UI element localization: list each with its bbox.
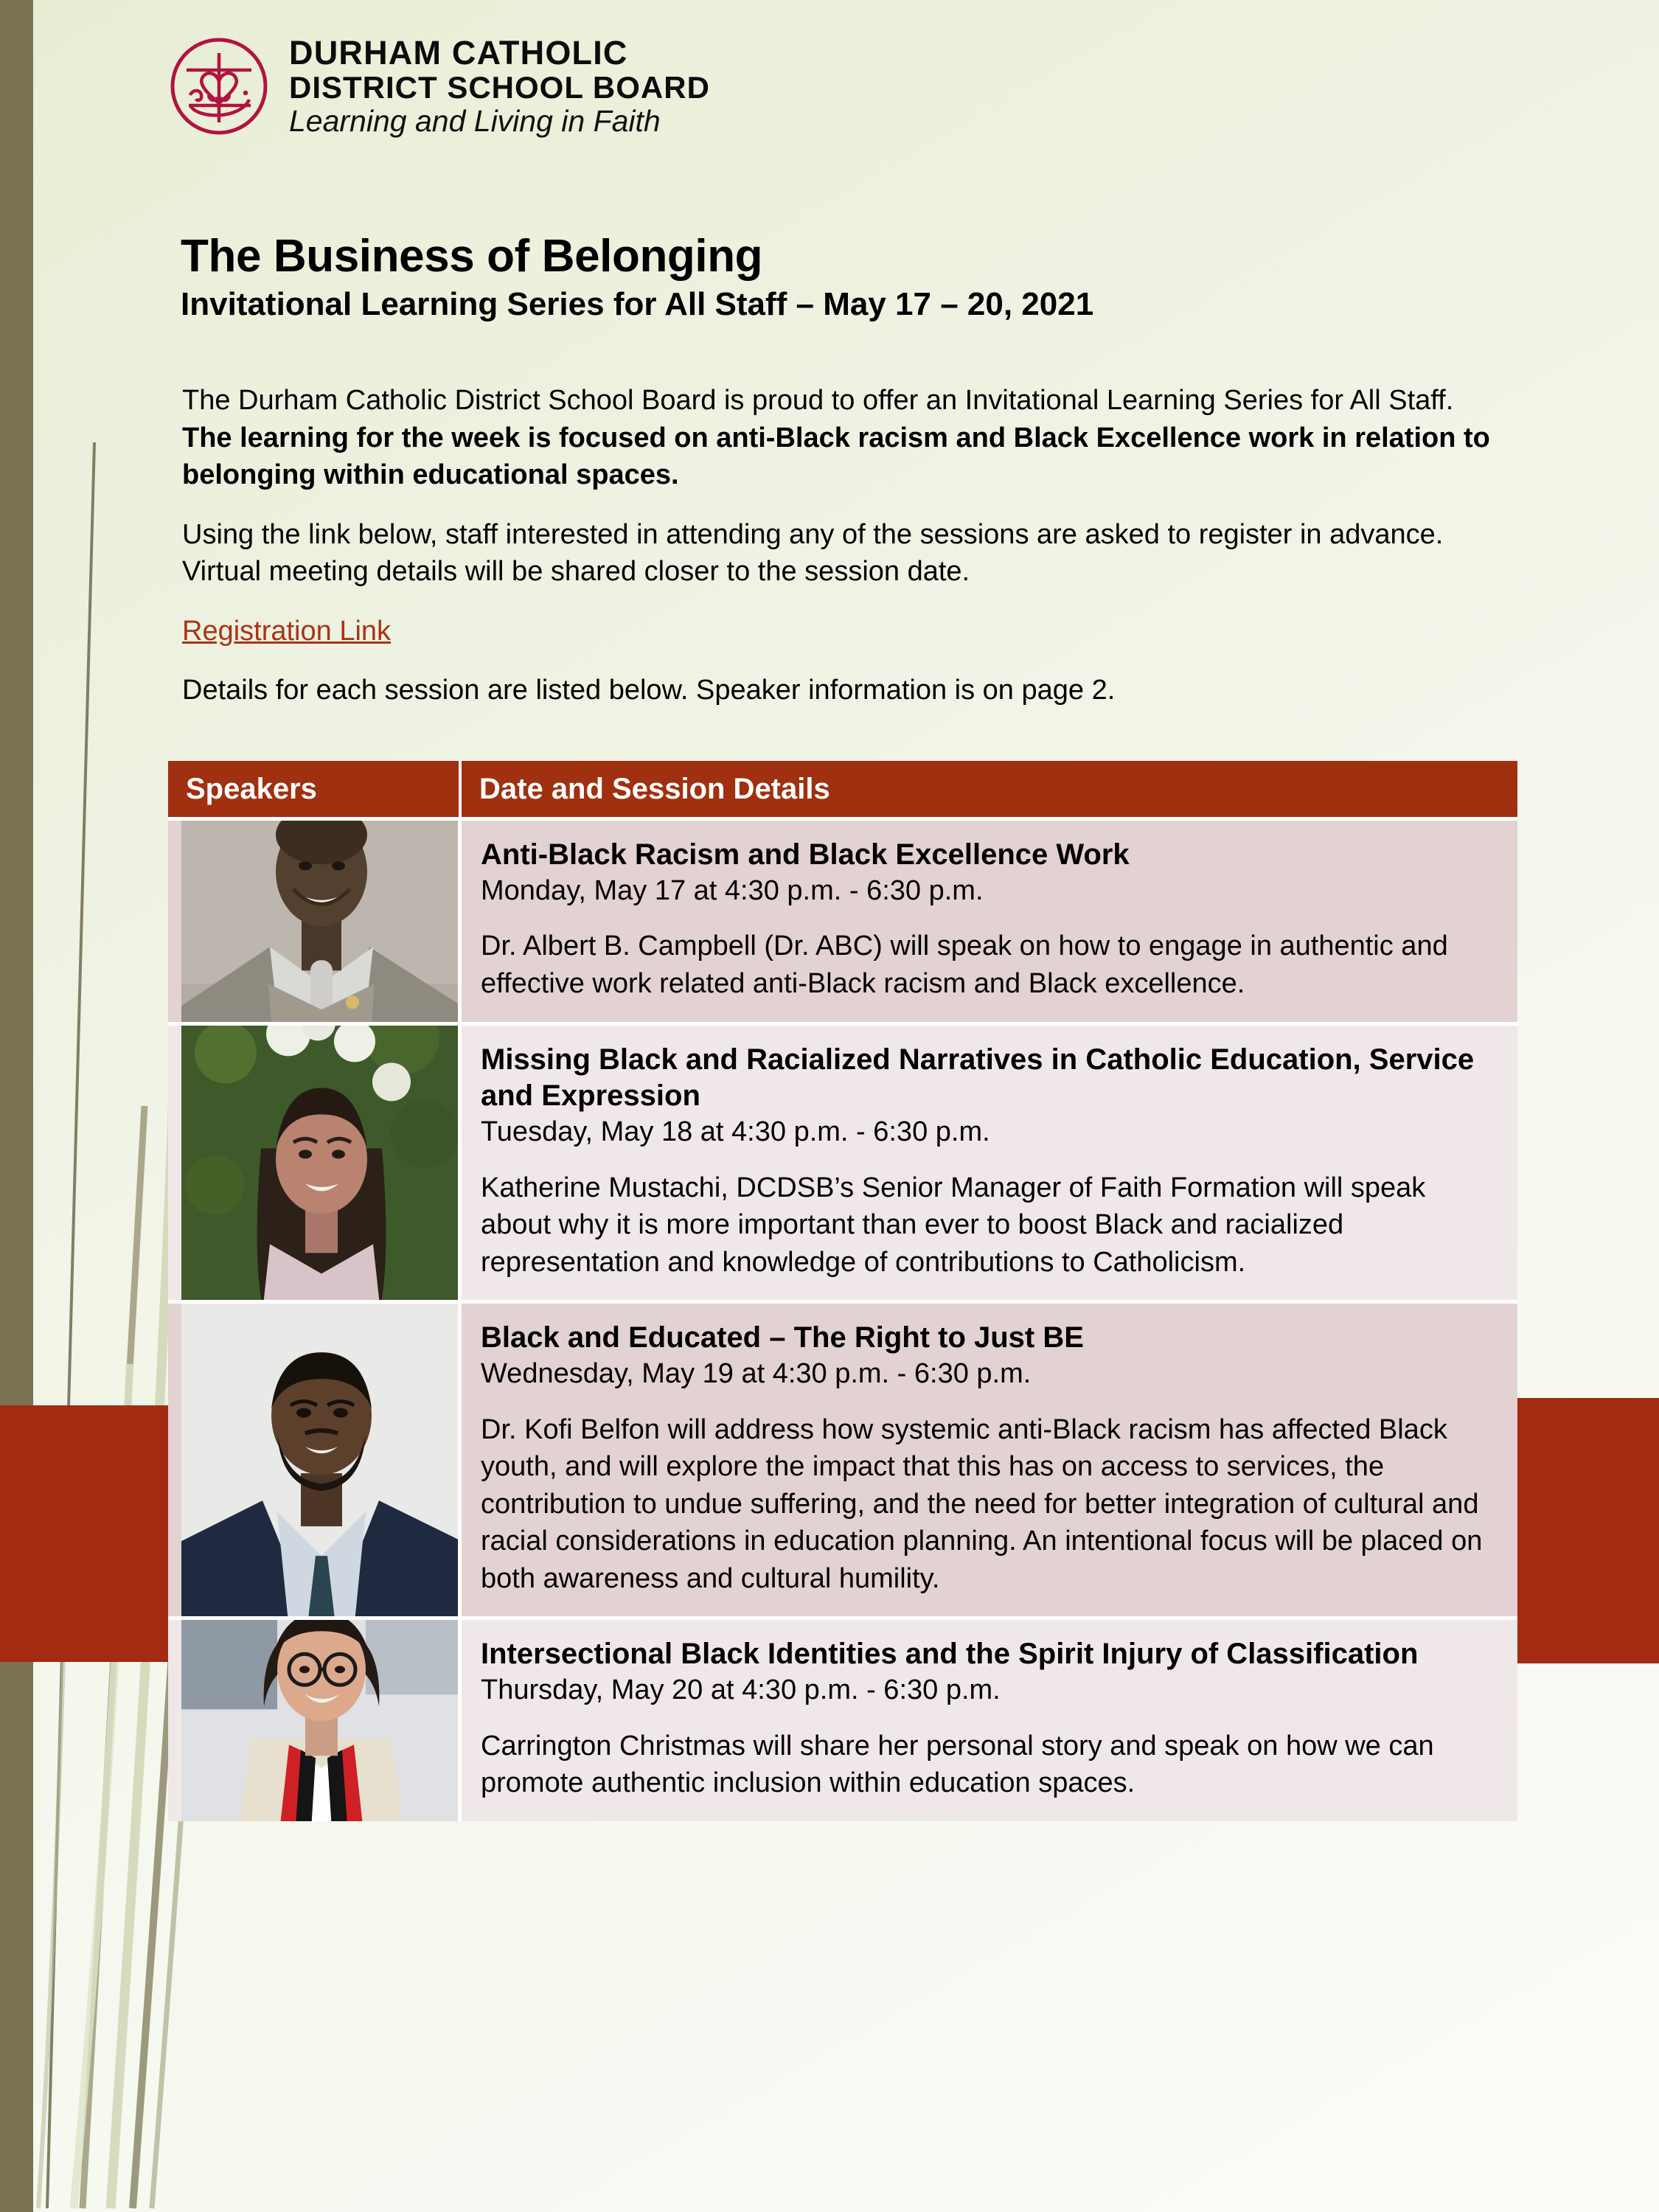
session-details-cell	[462, 1620, 1517, 1821]
session-description: Dr. Albert B. Campbell (Dr. ABC) will speak on how to engage in authentic and effective work related anti-Black racism and Black excellence.	[481, 931, 1448, 999]
session-details-cell	[462, 1304, 1517, 1616]
intro-paragraph	[182, 382, 1491, 494]
column-header-speakers: Speakers	[168, 761, 462, 817]
session-title: Intersectional Black Identities and the Spirit Injury of Classification	[481, 1638, 1419, 1671]
dcdsb-cross-heart-boat-icon	[168, 35, 270, 137]
board-logo	[168, 35, 710, 137]
page-subtitle: Invitational Learning Series for All Staff – May 17 – 20, 2021	[181, 286, 1094, 322]
session-details-cell	[462, 1026, 1517, 1301]
registration-paragraph: Using the link below, staff interested in attending any of the sessions are asked to register in advance. Virtual meeting details will be shared closer to the session date.	[182, 518, 1444, 588]
board-name-line1: DURHAM CATHOLIC	[289, 34, 628, 72]
speaker-photo-cell	[168, 1620, 462, 1821]
session-description: Dr. Kofi Belfon will address how systemic anti-Black racism has affected Black youth, and will explore the impact that this has on access to services, the contribution to undue suffering, and the need for better integration of cultural and racial considerations in education planning. An intentional focus will be placed on both awareness and cultural humility.	[481, 1413, 1483, 1594]
details-paragraph: Details for each session are listed below. Speaker information is on page 2.	[182, 675, 1116, 706]
portrait-katherine-mustachi	[181, 1026, 462, 1301]
speaker-photo-cell	[168, 821, 462, 1022]
olive-side-band	[0, 0, 33, 2212]
board-name-line2: DISTRICT SCHOOL BOARD	[289, 70, 710, 105]
registration-link[interactable]: Registration Link	[182, 615, 392, 647]
decorative-red-block-right	[1517, 1398, 1659, 1663]
intro-paragraph-plain: The Durham Catholic District School Board is proud to offer an Invitational Learning Series for All Staff.	[182, 385, 1454, 416]
session-datetime: Thursday, May 20 at 4:30 p.m. - 6:30 p.m.	[481, 1674, 1001, 1705]
session-details-cell	[462, 821, 1517, 1022]
session-title: Anti-Black Racism and Black Excellence Work	[481, 838, 1130, 871]
session-description: Carrington Christmas will share her personal story and speak on how we can promote authentic inclusion within education spaces.	[481, 1730, 1434, 1799]
sessions-table	[168, 761, 1517, 1821]
session-datetime: Tuesday, May 18 at 4:30 p.m. - 6:30 p.m.	[481, 1116, 990, 1147]
board-tagline: Learning and Living in Faith	[289, 104, 661, 138]
board-wordmark	[289, 36, 710, 136]
column-header-details: Date and Session Details	[479, 772, 830, 805]
page-title: The Business of Belonging	[181, 231, 763, 282]
table-row	[168, 1300, 1517, 1616]
portrait-dr-albert-b-campbell	[181, 821, 462, 1022]
portrait-dr-kofi-belfon	[181, 1304, 462, 1616]
session-datetime: Wednesday, May 19 at 4:30 p.m. - 6:30 p.m.	[481, 1357, 1032, 1389]
intro-body	[182, 382, 1491, 731]
speaker-photo-cell	[168, 1304, 462, 1616]
session-description: Katherine Mustachi, DCDSB’s Senior Manager of Faith Formation will speak about why it is more important than ever to boost Black and racialized representation and knowledge of contributions to Catholicism.	[481, 1172, 1426, 1278]
table-row	[168, 1022, 1517, 1301]
table-row	[168, 1616, 1517, 1821]
session-datetime: Monday, May 17 at 4:30 p.m. - 6:30 p.m.	[481, 874, 984, 906]
session-title: Missing Black and Racialized Narratives in Catholic Education, Service and Expression	[481, 1043, 1475, 1113]
speaker-photo-cell	[168, 1026, 462, 1301]
table-row	[168, 817, 1517, 1022]
decorative-red-block-left	[0, 1405, 168, 1662]
session-title: Black and Educated – The Right to Just BE	[481, 1321, 1084, 1354]
table-header-row	[168, 761, 1517, 817]
intro-paragraph-bold: The learning for the week is focused on anti-Black racism and Black Excellence work in relation to belonging within educational spaces.	[182, 422, 1490, 491]
portrait-carrington-christmas	[181, 1620, 462, 1821]
